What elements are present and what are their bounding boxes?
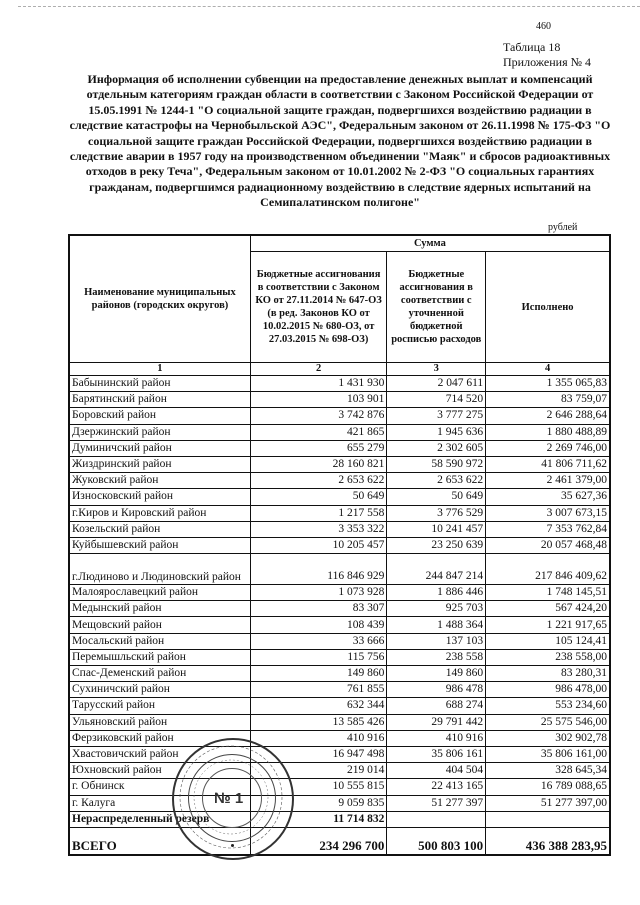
budget-law-cell: 116 846 929: [250, 554, 387, 585]
executed-cell: 83 759,07: [486, 392, 610, 408]
district-name-cell: Жиздринский район: [69, 456, 250, 472]
table-row: [69, 698, 610, 714]
district-name-cell: г. Обнинск: [69, 779, 250, 795]
reserve-budget-law-cell: 11 714 832: [250, 811, 387, 827]
executed-cell: 105 124,41: [486, 633, 610, 649]
index-cell: 2: [250, 363, 387, 376]
budget-schedule-cell: 149 860: [387, 666, 486, 682]
header-col-budget-law: Бюджетные ассигнования в соответствии с Законом КО от 27.11.2014 № 647-ОЗ (в ред. Законов КО от 10.02.2015 № 680-ОЗ, от 27.03.2015 № 698-ОЗ): [250, 252, 387, 363]
table-row: [69, 682, 610, 698]
executed-cell: 3 007 673,15: [486, 505, 610, 521]
district-name-cell: Боровский район: [69, 408, 250, 424]
budget-schedule-cell: 137 103: [387, 633, 486, 649]
table-row: [69, 633, 610, 649]
budget-schedule-cell: 51 277 397: [387, 795, 486, 811]
scan-edge-line: [18, 6, 640, 8]
executed-cell: 16 789 088,65: [486, 779, 610, 795]
budget-law-cell: 3 353 322: [250, 521, 387, 537]
budget-law-cell: 10 555 815: [250, 779, 387, 795]
budget-law-cell: 9 059 835: [250, 795, 387, 811]
table-row: [69, 473, 610, 489]
executed-cell: 1 221 917,65: [486, 617, 610, 633]
executed-cell: 83 280,31: [486, 666, 610, 682]
table-row: [69, 537, 610, 553]
budget-schedule-cell: 1 488 364: [387, 617, 486, 633]
budget-law-cell: 115 756: [250, 649, 387, 665]
table-row: [69, 440, 610, 456]
subvention-table: [68, 234, 611, 856]
district-name-cell: Козельский район: [69, 521, 250, 537]
budget-law-cell: 16 947 498: [250, 746, 387, 762]
district-name-cell: Мещовский район: [69, 617, 250, 633]
executed-cell: 7 353 762,84: [486, 521, 610, 537]
table-row: [69, 730, 610, 746]
executed-cell: 302 902,78: [486, 730, 610, 746]
index-cell: 3: [387, 363, 486, 376]
budget-law-cell: 13 585 426: [250, 714, 387, 730]
district-name-cell: Ферзиковский район: [69, 730, 250, 746]
budget-law-cell: 10 205 457: [250, 537, 387, 553]
budget-law-cell: 103 901: [250, 392, 387, 408]
executed-cell: 41 806 711,62: [486, 456, 610, 472]
budget-law-cell: 33 666: [250, 633, 387, 649]
table-row: [69, 763, 610, 779]
units-label: рублей: [548, 222, 578, 233]
table-row: [69, 746, 610, 762]
budget-schedule-cell: 58 590 972: [387, 456, 486, 472]
budget-law-cell: 108 439: [250, 617, 387, 633]
total-executed-cell: 436 388 283,95: [486, 827, 610, 855]
header-sum-group: Сумма: [250, 235, 610, 252]
budget-law-cell: 1 073 928: [250, 585, 387, 601]
budget-schedule-cell: 238 558: [387, 649, 486, 665]
district-name-cell: Жуковский район: [69, 473, 250, 489]
executed-cell: 1 880 488,89: [486, 424, 610, 440]
budget-schedule-cell: 986 478: [387, 682, 486, 698]
table-row: [69, 521, 610, 537]
executed-cell: 35 806 161,00: [486, 746, 610, 762]
budget-schedule-cell: 2 653 622: [387, 473, 486, 489]
budget-law-cell: 50 649: [250, 489, 387, 505]
executed-cell: 1 748 145,51: [486, 585, 610, 601]
table-row: [69, 392, 610, 408]
total-label-cell: ВСЕГО: [69, 827, 250, 855]
executed-cell: 553 234,60: [486, 698, 610, 714]
district-name-cell: г. Калуга: [69, 795, 250, 811]
column-index-row: [69, 363, 610, 376]
reserve-budget-schedule-cell: [387, 811, 486, 827]
district-name-cell: Сухиничский район: [69, 682, 250, 698]
executed-cell: 567 424,20: [486, 601, 610, 617]
budget-schedule-cell: 404 504: [387, 763, 486, 779]
table-row: [69, 666, 610, 682]
table-row: [69, 779, 610, 795]
district-name-cell: Тарусский район: [69, 698, 250, 714]
budget-schedule-cell: 244 847 214: [387, 554, 486, 585]
budget-law-cell: 1 217 558: [250, 505, 387, 521]
executed-cell: 1 355 065,83: [486, 376, 610, 392]
district-name-cell: Дзержинский район: [69, 424, 250, 440]
budget-schedule-cell: 23 250 639: [387, 537, 486, 553]
district-name-cell: Перемышльский район: [69, 649, 250, 665]
table-row: [69, 456, 610, 472]
budget-law-cell: 28 160 821: [250, 456, 387, 472]
page-number: 460: [536, 21, 551, 32]
district-name-cell: Барятинский район: [69, 392, 250, 408]
table-row: [69, 795, 610, 811]
district-name-cell: г.Людиново и Людиновский район: [69, 554, 250, 585]
district-name-cell: Спас-Деменский район: [69, 666, 250, 682]
table-row: [69, 617, 610, 633]
budget-law-cell: 655 279: [250, 440, 387, 456]
budget-law-cell: 83 307: [250, 601, 387, 617]
district-name-cell: Мосальский район: [69, 633, 250, 649]
table-reference: [503, 40, 591, 70]
index-cell: 4: [486, 363, 610, 376]
executed-cell: 51 277 397,00: [486, 795, 610, 811]
total-budget-law-cell: 234 296 700: [250, 827, 387, 855]
district-name-cell: Хвастовичский район: [69, 746, 250, 762]
budget-schedule-cell: 688 274: [387, 698, 486, 714]
budget-law-cell: 632 344: [250, 698, 387, 714]
seal-number: № 1: [214, 790, 244, 807]
header-col-executed: Исполнено: [486, 252, 610, 363]
table-row: [69, 649, 610, 665]
budget-schedule-cell: 50 649: [387, 489, 486, 505]
budget-schedule-cell: 35 806 161: [387, 746, 486, 762]
budget-schedule-cell: 22 413 165: [387, 779, 486, 795]
reserve-row: [69, 811, 610, 827]
table-row: [69, 408, 610, 424]
budget-law-cell: 761 855: [250, 682, 387, 698]
budget-schedule-cell: 3 777 275: [387, 408, 486, 424]
budget-schedule-cell: 1 945 636: [387, 424, 486, 440]
table-row: [69, 585, 610, 601]
budget-law-cell: 219 014: [250, 763, 387, 779]
table-row: [69, 554, 610, 585]
budget-schedule-cell: 1 886 446: [387, 585, 486, 601]
table-row: [69, 505, 610, 521]
index-cell: 1: [69, 363, 250, 376]
budget-law-cell: 410 916: [250, 730, 387, 746]
budget-schedule-cell: 925 703: [387, 601, 486, 617]
executed-cell: 2 461 379,00: [486, 473, 610, 489]
district-name-cell: Малоярославецкий район: [69, 585, 250, 601]
district-name-cell: Юхновский район: [69, 763, 250, 779]
budget-law-cell: 149 860: [250, 666, 387, 682]
table-row: [69, 714, 610, 730]
executed-cell: 986 478,00: [486, 682, 610, 698]
document-title: Информация об исполнении субвенции на предоставление денежных выплат и компенсаций отдельным категориям граждан области в соответствии с Законом Российской Федерации от 15.05.1991 № 1244-1 "О социальной защите граждан, подвергшихся воздействию радиации в следствие катастрофы на Чернобыльской АЭС", Федеральным законом от 26.11.1998 № 175-ФЗ "О социальной защите граждан Российской Федерации, подвергшихся воздействию радиации в следствие аварии в 1957 году на производственном объединении "Маяк" и сбросов радиоактивных отходов в реку Теча", Федеральным законом от 10.01.2002 № 2-ФЗ "О социальных гарантиях гражданам, подвергшимся радиационному воздействию в следствие ядерных испытаний на Семипалатинском полигоне": [69, 72, 611, 210]
executed-cell: 25 575 546,00: [486, 714, 610, 730]
budget-schedule-cell: 29 791 442: [387, 714, 486, 730]
table-row: [69, 489, 610, 505]
budget-schedule-cell: 3 776 529: [387, 505, 486, 521]
executed-cell: 217 846 409,62: [486, 554, 610, 585]
district-name-cell: Думиничский район: [69, 440, 250, 456]
executed-cell: 2 269 746,00: [486, 440, 610, 456]
district-name-cell: Ульяновский район: [69, 714, 250, 730]
header-name-column: Наименование муниципальных районов (городских округов): [69, 235, 250, 363]
executed-cell: 20 057 468,48: [486, 537, 610, 553]
budget-schedule-cell: 10 241 457: [387, 521, 486, 537]
table-row: [69, 601, 610, 617]
district-name-cell: Износковский район: [69, 489, 250, 505]
district-name-cell: г.Киров и Кировский район: [69, 505, 250, 521]
reserve-name-cell: Нераспределенный резерв: [69, 811, 250, 827]
budget-law-cell: 1 431 930: [250, 376, 387, 392]
executed-cell: 328 645,34: [486, 763, 610, 779]
appendix-label: Приложения № 4: [503, 55, 592, 69]
district-name-cell: Куйбышевский район: [69, 537, 250, 553]
budget-schedule-cell: 2 302 605: [387, 440, 486, 456]
budget-schedule-cell: 2 047 611: [387, 376, 486, 392]
table-row: [69, 376, 610, 392]
district-name-cell: Бабынинский район: [69, 376, 250, 392]
budget-law-cell: 3 742 876: [250, 408, 387, 424]
district-name-cell: Медынский район: [69, 601, 250, 617]
budget-law-cell: 2 653 622: [250, 473, 387, 489]
budget-law-cell: 421 865: [250, 424, 387, 440]
header-col-budget-schedule: Бюджетные ассигнования в соответствии с уточненной бюджетной росписью расходов: [387, 252, 486, 363]
executed-cell: 238 558,00: [486, 649, 610, 665]
executed-cell: 2 646 288,64: [486, 408, 610, 424]
executed-cell: 35 627,36: [486, 489, 610, 505]
budget-schedule-cell: 410 916: [387, 730, 486, 746]
table-label: Таблица 18: [503, 40, 561, 54]
total-budget-schedule-cell: 500 803 100: [387, 827, 486, 855]
reserve-executed-cell: [486, 811, 610, 827]
budget-schedule-cell: 714 520: [387, 392, 486, 408]
table-row: [69, 424, 610, 440]
total-row: [69, 827, 610, 855]
